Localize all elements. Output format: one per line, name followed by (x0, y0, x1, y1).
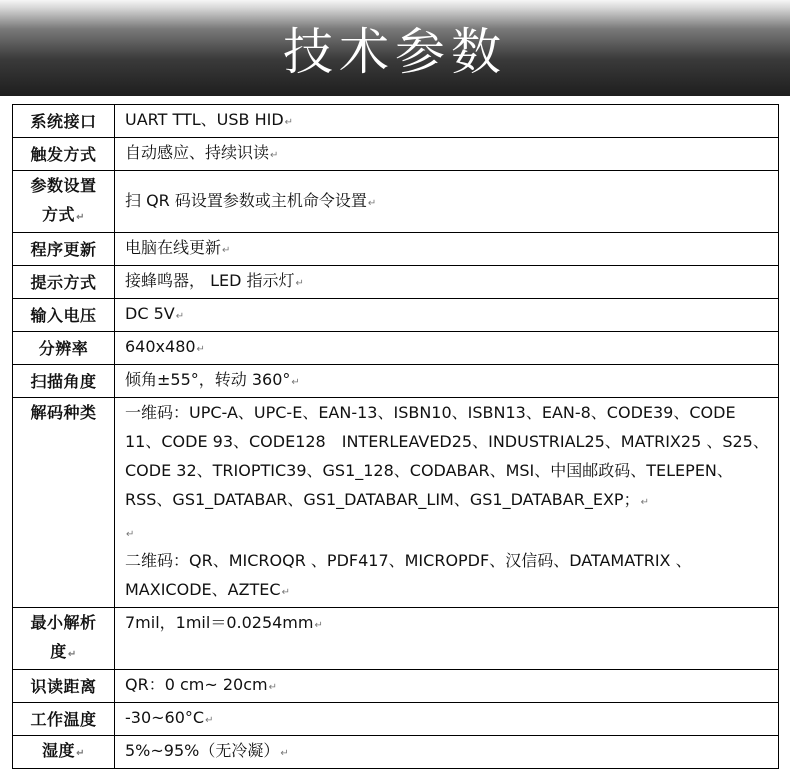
paragraph-mark-icon: ↵ (270, 150, 279, 161)
table-row (13, 138, 779, 171)
spec-key: 提示方式 (13, 266, 115, 299)
spec-value: 倾角±55°，转动 360°↵ (115, 365, 779, 398)
paragraph-mark-icon: ↵ (76, 748, 85, 759)
spec-value: 自动感应、持续识读↵ (115, 138, 779, 171)
paragraph-mark-icon: ↵ (175, 311, 185, 322)
paragraph-mark-icon: ↵ (196, 344, 205, 355)
spec-value: DC 5V↵ (115, 299, 779, 332)
paragraph-mark-icon: ↵ (280, 748, 289, 759)
spec-value: QR：0 cm~ 20cm↵ (115, 670, 779, 703)
paragraph-mark-icon: ↵ (205, 715, 214, 726)
spec-key: 工作温度 (13, 703, 115, 736)
paragraph-mark-icon: ↵ (367, 197, 377, 209)
page-title: 技术参数 (283, 23, 507, 81)
spec-key: 系统接口 (13, 105, 115, 138)
spec-value: 扫 QR 码设置参数或主机命令设置↵ (115, 171, 779, 233)
spec-key: 扫描角度 (13, 365, 115, 398)
decode-1d-line: CODE 32、TRIOPTIC39、GS1_128、CODABAR、MSI、中国邮政码、TELEPEN、 (125, 461, 733, 480)
table-row (13, 670, 779, 703)
header-banner (0, 0, 790, 96)
paragraph-mark-icon: ↵ (640, 497, 649, 508)
paragraph-mark-icon: ↵ (126, 529, 135, 540)
spec-value: -30~60°C↵ (115, 703, 779, 736)
paragraph-mark-icon: ↵ (67, 649, 77, 660)
blank-line (125, 517, 772, 546)
table-row (13, 299, 779, 332)
decode-1d-line: RSS、GS1_DATABAR、GS1_DATABAR_LIM、GS1_DATABAR_EXP；↵ (125, 490, 649, 509)
spec-value: 5%~95%（无冷凝）↵ (115, 736, 779, 769)
table-row (13, 171, 779, 233)
paragraph-mark-icon: ↵ (281, 587, 290, 598)
paragraph-mark-icon: ↵ (295, 278, 304, 289)
decode-2d-line: MAXICODE、AZTEC↵ (125, 580, 290, 599)
spec-key: 湿度↵ (13, 736, 115, 769)
paragraph-mark-icon: ↵ (284, 117, 294, 128)
spec-table (12, 104, 779, 769)
spec-value (115, 398, 779, 608)
table-row (13, 703, 779, 736)
spec-value: 7mil，1mil＝0.0254mm↵ (115, 608, 779, 670)
spec-key: 识读距离 (13, 670, 115, 703)
paragraph-mark-icon: ↵ (222, 245, 231, 256)
decode-1d-line: 11、CODE 93、CODE128 INTERLEAVED25、INDUSTRIAL25、MATRIX25 、S25、 (125, 432, 769, 451)
table-row (13, 266, 779, 299)
spec-key: 输入电压 (13, 299, 115, 332)
table-row (13, 233, 779, 266)
spec-key: 最小解析 度↵ (13, 608, 115, 670)
decode-2d-line: 二维码：QR、MICROQR 、PDF417、MICROPDF、汉信码、DATAMATRIX 、 (125, 551, 692, 570)
spec-key: 解码种类 (13, 398, 115, 608)
table-row (13, 736, 779, 769)
paragraph-mark-icon: ↵ (268, 682, 277, 693)
paragraph-mark-icon: ↵ (314, 620, 323, 631)
spec-key: 参数设置 方式↵ (13, 171, 115, 233)
decode-1d-line: 一维码：UPC-A、UPC-E、EAN-13、ISBN10、ISBN13、EAN-8、CODE39、CODE (125, 403, 736, 422)
spec-key: 触发方式 (13, 138, 115, 171)
spec-value: UART TTL、USB HID↵ (115, 105, 779, 138)
spec-key: 分辨率 (13, 332, 115, 365)
table-row (13, 332, 779, 365)
table-row (13, 105, 779, 138)
spec-value: 640x480↵ (115, 332, 779, 365)
table-row (13, 398, 779, 608)
paragraph-mark-icon: ↵ (76, 212, 85, 223)
spec-value: 电脑在线更新↵ (115, 233, 779, 266)
spec-key: 程序更新 (13, 233, 115, 266)
table-row (13, 608, 779, 670)
table-row (13, 365, 779, 398)
paragraph-mark-icon: ↵ (291, 377, 300, 388)
spec-value: 接蜂鸣器， LED 指示灯↵ (115, 266, 779, 299)
